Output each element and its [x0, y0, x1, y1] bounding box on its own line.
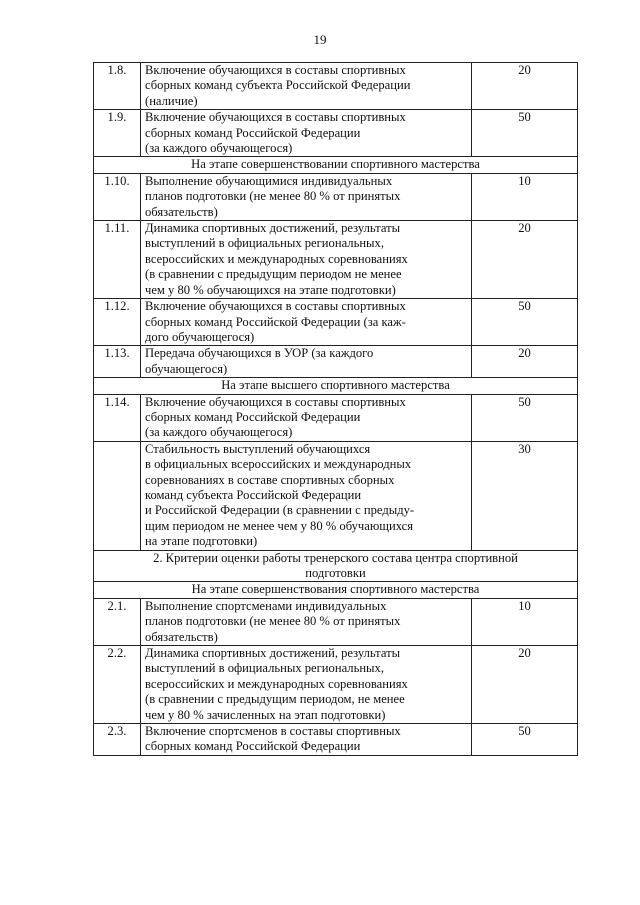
item-number: 2.2. — [94, 646, 141, 724]
item-number: 2.1. — [94, 598, 141, 645]
criterion-text: Динамика спортивных достижений, результаты выступлений в официальных региональных, всероссийских и международных соревнованиях (в сравнении с предыдущим периодом, не менее чем у 80 % зачисленных на этап подготовки) — [141, 646, 472, 724]
table-row — [94, 441, 578, 550]
score-value: 20 — [472, 646, 578, 724]
table-row — [94, 221, 578, 299]
score-value: 20 — [472, 346, 578, 378]
criterion-text: Стабильность выступлений обучающихся в официальных всероссийских и международных соревнованиях в составе спортивных сборных команд субъекта Российской Федерации и Российской Федерации (в сравнении с предыду- щим периодом не менее чем у 80 % обучающихся на этапе подготовки) — [141, 441, 472, 550]
criteria-group-heading: 2. Критерии оценки работы тренерского состава центра спортивной подготовки — [94, 550, 578, 582]
item-number: 1.13. — [94, 346, 141, 378]
score-value: 20 — [472, 63, 578, 110]
criterion-text: Выполнение спортсменами индивидуальных планов подготовки (не менее 80 % от принятых обязательств) — [141, 598, 472, 645]
item-number: 1.10. — [94, 173, 141, 220]
criterion-text: Включение обучающихся в составы спортивных сборных команд Российской Федерации (за каждого обучающегося) — [141, 110, 472, 157]
table-row — [94, 110, 578, 157]
table-row — [94, 299, 578, 346]
criteria-table — [93, 62, 578, 756]
item-number: 1.8. — [94, 63, 141, 110]
criterion-text: Выполнение обучающимися индивидуальных планов подготовки (не менее 80 % от принятых обязательств) — [141, 173, 472, 220]
score-value: 50 — [472, 110, 578, 157]
criterion-text: Динамика спортивных достижений, результаты выступлений в официальных региональных, всероссийских и международных соревнованиях (в сравнении с предыдущим периодом не менее чем у 80 % обучающихся на этапе подготовки) — [141, 221, 472, 299]
item-number: 1.14. — [94, 394, 141, 441]
criterion-text: Передача обучающихся в УОР (за каждого обучающегося) — [141, 346, 472, 378]
score-value: 30 — [472, 441, 578, 550]
score-value: 50 — [472, 299, 578, 346]
criterion-text: Включение спортсменов в составы спортивных сборных команд Российской Федерации — [141, 724, 472, 756]
criterion-text: Включение обучающихся в составы спортивных сборных команд Российской Федерации (за каж- дого обучающегося) — [141, 299, 472, 346]
score-value: 20 — [472, 221, 578, 299]
page-number: 19 — [313, 32, 327, 47]
item-number: 1.12. — [94, 299, 141, 346]
criterion-text: Включение обучающихся в составы спортивных сборных команд субъекта Российской Федерации (наличие) — [141, 63, 472, 110]
stage-heading: На этапе совершенствовании спортивного мастерства — [94, 157, 578, 173]
item-number: 1.9. — [94, 110, 141, 157]
stage-heading: На этапе совершенствования спортивного мастерства — [94, 582, 578, 598]
table-row — [94, 346, 578, 378]
item-number: 1.11. — [94, 221, 141, 299]
section-row — [94, 378, 578, 394]
table-row — [94, 63, 578, 110]
item-number: 2.3. — [94, 724, 141, 756]
criterion-text: Включение обучающихся в составы спортивных сборных команд Российской Федерации (за каждого обучающегося) — [141, 394, 472, 441]
table-row — [94, 646, 578, 724]
section-row — [94, 582, 578, 598]
score-value: 10 — [472, 173, 578, 220]
score-value: 50 — [472, 724, 578, 756]
table-row — [94, 598, 578, 645]
item-number — [94, 441, 141, 550]
stage-heading: На этапе высшего спортивного мастерства — [94, 378, 578, 394]
table-row — [94, 394, 578, 441]
table-row — [94, 724, 578, 756]
table-row — [94, 173, 578, 220]
section-row — [94, 157, 578, 173]
score-value: 10 — [472, 598, 578, 645]
heading-row — [94, 550, 578, 582]
score-value: 50 — [472, 394, 578, 441]
